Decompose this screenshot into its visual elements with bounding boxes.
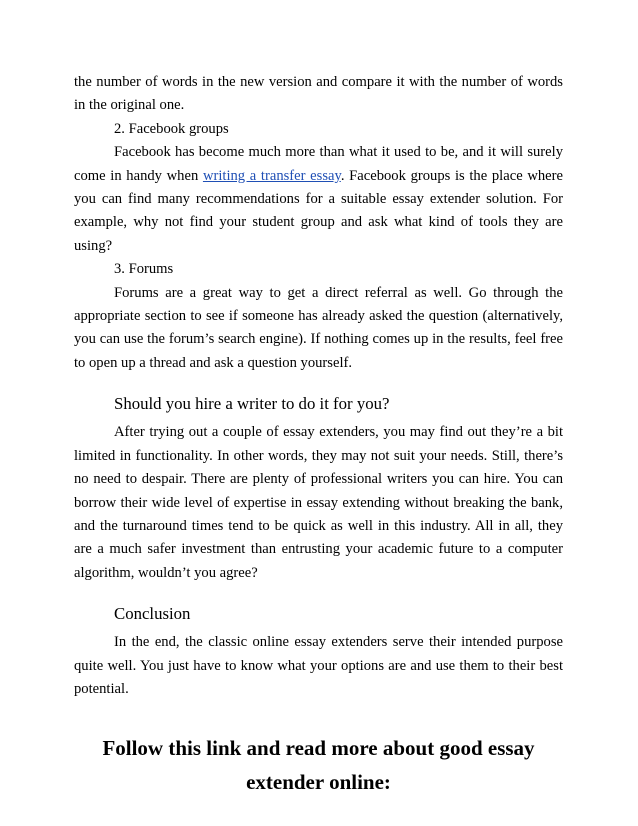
follow-link-line-1: Follow this link and read more about good essay [102,736,535,761]
follow-link-callout[interactable] [74,731,563,799]
list-item-forums: 3. Forums [114,261,174,278]
paragraph-forums: Forums are a great way to get a direct referral as well. Go through the appropriate section to see if someone has already asked the question (alternatively, you can use the forum’s search engine). If nothing comes up in the results, feel free to open up a thread and ask a question yourself. [74,284,563,371]
follow-link-line-2: extender online: [246,770,391,795]
facebook-text-before-link: Facebook has become much more than what it used to be, and it will surely come in handy when [74,144,563,184]
heading-hire-writer: Should you hire a writer to do it for you? [114,394,390,414]
paragraph-hire-writer: After trying out a couple of essay extenders, you may find out they’re a bit limited in functionality. In other words, they may not suit your needs. Still, there’s no need to despair. There are plenty of professional writers you can hire. You can borrow their wide level of expertise in essay extending without breaking the bank, and the turnaround times tend to be quick as well in this industry. All in all, they are a much safer investment than entrusting your academic future to a computer algorithm, wouldn’t you agree? [74,424,563,581]
transfer-essay-link[interactable]: writing a transfer essay [202,167,341,184]
list-item-facebook-groups: 2. Facebook groups [114,120,229,137]
facebook-text-after-link: . Facebook groups is the place where you can find many recommendations for a suitable essay extender solution. For example, why not find your student group and ask what kind of tools they are using? [74,167,563,254]
paragraph-facebook-groups [74,141,563,258]
paragraph-conclusion: In the end, the classic online essay extenders serve their intended purpose quite well. You just have to know what your options are and use them to their best potential. [74,634,563,697]
paragraph-word-count: the number of words in the new version and compare it with the number of words in the original one. [74,74,563,114]
heading-conclusion: Conclusion [114,604,191,624]
